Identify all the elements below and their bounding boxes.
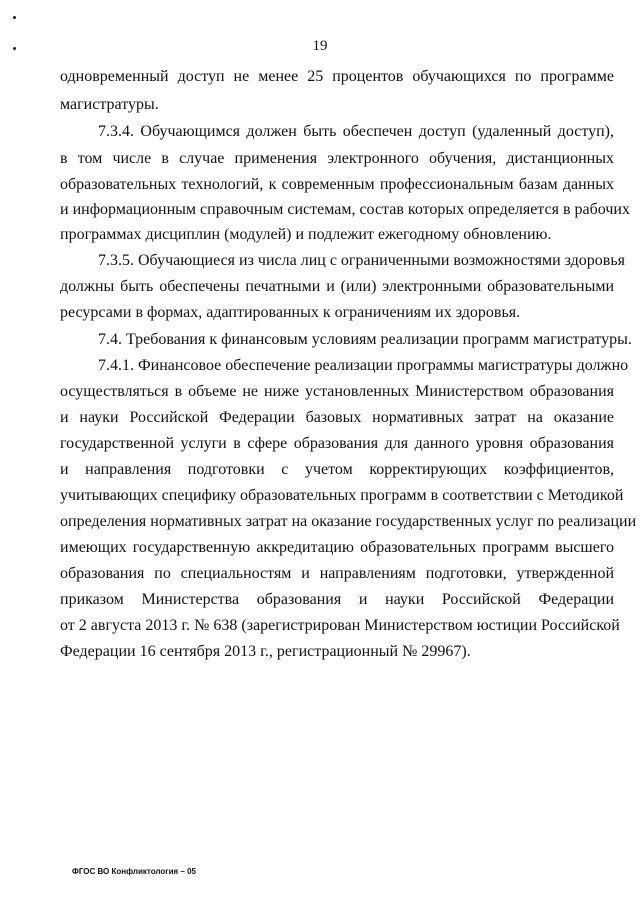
paragraph-start-line: 7.4.1. Финансовое обеспечение реализации программы магистратуры должно [98, 357, 629, 374]
text-line: магистратуры. [60, 96, 159, 113]
paragraph-start-line: 7.3.5. Обучающиеся из числа лиц с ограниченными возможностями здоровья [98, 252, 626, 269]
paragraph-start-line: 7.3.4. Обучающимся должен быть обеспечен доступ (удаленный доступ), [98, 123, 614, 140]
page-number: 19 [312, 38, 328, 54]
text-line: в том числе в случае применения электронного обучения, дистанционных [60, 150, 614, 167]
text-line: от 2 августа 2013 г. № 638 (зарегистрирован Министерством юстиции Российской [60, 617, 620, 634]
section-heading-line: 7.4. Требования к финансовым условиям реализации программ магистратуры. [98, 331, 632, 348]
text-line: и информационным справочным системам, состав которых определяется в рабочих [60, 201, 630, 218]
text-line: приказом Министерства образования и науки Российской Федерации [60, 591, 614, 608]
text-line: осуществляться в объеме не ниже установленных Министерством образования [60, 383, 614, 400]
text-line: и направления подготовки с учетом корректирующих коэффициентов, [60, 461, 614, 478]
text-line: должны быть обеспечены печатными и (или) электронными образовательными [60, 278, 614, 295]
text-line: имеющих государственную аккредитацию образовательных программ высшего [60, 539, 614, 556]
text-line: определения нормативных затрат на оказание государственных услуг по реализации [60, 513, 637, 530]
footer-label: ФГОС ВО Конфликтология – 05 [72, 867, 196, 876]
text-line: Федерации 16 сентября 2013 г., регистрационный № 29967). [60, 643, 471, 660]
text-line: одновременный доступ не менее 25 процентов обучающихся по программе [60, 68, 614, 85]
scan-mark [13, 16, 16, 19]
text-line: образования по специальностям и направлениям подготовки, утвержденной [60, 565, 614, 582]
text-line: программах дисциплин (модулей) и подлежит ежегодному обновлению. [60, 226, 552, 243]
text-line: и науки Российской Федерации базовых нормативных затрат на оказание [60, 409, 614, 426]
text-line: учитывающих специфику образовательных программ в соответствии с Методикой [60, 487, 624, 504]
text-line: государственной услуги в сфере образования для данного уровня образования [60, 435, 614, 452]
text-line: образовательных технологий, к современным профессиональным базам данных [60, 176, 614, 193]
text-line: ресурсами в формах, адаптированных к ограничениям их здоровья. [60, 304, 521, 321]
